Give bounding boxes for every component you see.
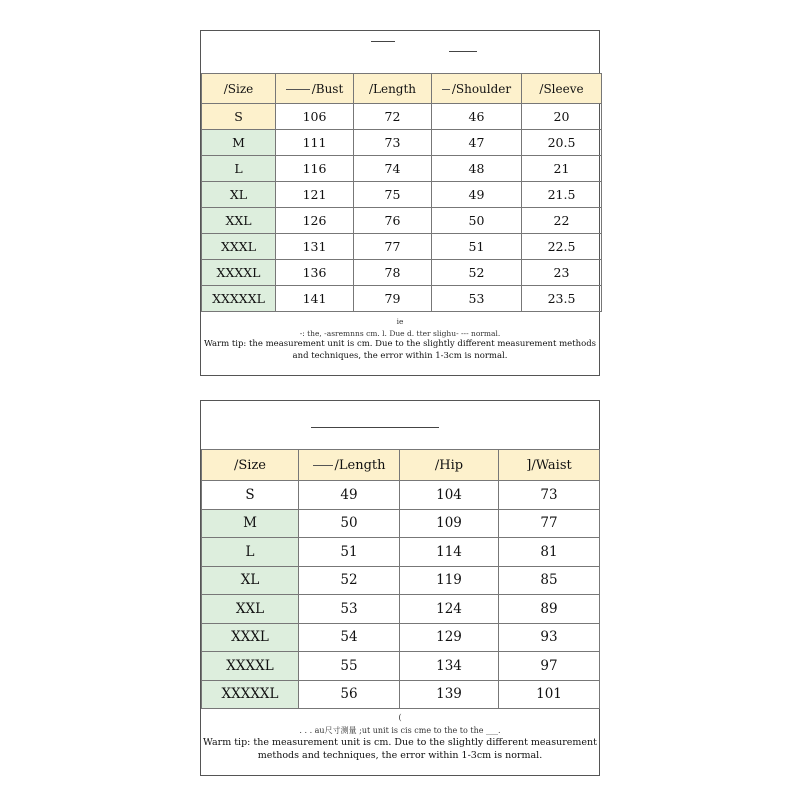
table-row: [202, 286, 602, 312]
bottom-chart-title-area: [201, 401, 599, 449]
table-header-row: [202, 74, 602, 104]
length-cell: 56: [299, 680, 400, 709]
size-cell: XXXL: [202, 623, 299, 652]
garbled-note-line: ie: [396, 317, 404, 326]
waist-cell: 81: [499, 538, 600, 567]
shoulder-cell: 53: [432, 286, 522, 312]
garbled-note-line: (: [398, 713, 402, 722]
sleeve-cell: 22.5: [522, 234, 602, 260]
hip-cell: 114: [400, 538, 499, 567]
length-cell: 73: [354, 130, 432, 156]
size-cell: XXL: [202, 208, 276, 234]
garbled-mark: [286, 89, 310, 90]
table-row: [202, 481, 600, 510]
sleeve-cell: 21.5: [522, 182, 602, 208]
sleeve-cell: 20: [522, 104, 602, 130]
header-sleeve: /Sleeve: [522, 74, 602, 104]
table-row: [202, 104, 602, 130]
header-bust: /Bust: [276, 74, 354, 104]
table-row: [202, 208, 602, 234]
sleeve-cell: 21: [522, 156, 602, 182]
length-cell: 49: [299, 481, 400, 510]
size-cell: L: [202, 156, 276, 182]
table-row: [202, 623, 600, 652]
hip-cell: 104: [400, 481, 499, 510]
bust-cell: 116: [276, 156, 354, 182]
table-row: [202, 156, 602, 182]
header-length: /Length: [299, 450, 400, 481]
waist-cell: 101: [499, 680, 600, 709]
shoulder-cell: 50: [432, 208, 522, 234]
size-cell: S: [202, 104, 276, 130]
table-row: [202, 566, 600, 595]
size-cell: S: [202, 481, 299, 510]
waist-cell: 73: [499, 481, 600, 510]
waist-cell: 93: [499, 623, 600, 652]
garbled-note-line: -: the, -asremnns cm. l. Due d. tter slighu- --- normal.: [299, 328, 501, 338]
title-dash: [371, 41, 395, 42]
waist-cell: 97: [499, 652, 600, 681]
bust-cell: 106: [276, 104, 354, 130]
top-size-chart: [200, 30, 600, 376]
note-line: Warm tip: the measurement unit is cm. Due to the slightly different measurement methods: [203, 339, 597, 349]
header-shoulder: /Shoulder: [432, 74, 522, 104]
sleeve-cell: 23: [522, 260, 602, 286]
bottom-size-chart: [200, 400, 600, 776]
size-cell: XXXXL: [202, 260, 276, 286]
size-cell: XXL: [202, 595, 299, 624]
bust-cell: 141: [276, 286, 354, 312]
bust-cell: 111: [276, 130, 354, 156]
shoulder-cell: 47: [432, 130, 522, 156]
size-cell: XL: [202, 182, 276, 208]
table-row: [202, 234, 602, 260]
table-row: [202, 130, 602, 156]
hip-cell: 109: [400, 509, 499, 538]
table-header-row: [202, 450, 600, 481]
note-line: Warm tip: the measurement unit is cm. Due to the slightly different measurement: [203, 737, 597, 748]
garbled-mark: [442, 89, 450, 90]
table-row: [202, 260, 602, 286]
title-dash: [311, 427, 439, 428]
table-row: [202, 680, 600, 709]
waist-cell: 77: [499, 509, 600, 538]
measurement-note: [201, 709, 599, 762]
header-length: /Length: [354, 74, 432, 104]
sleeve-cell: 20.5: [522, 130, 602, 156]
title-dash: [449, 51, 477, 52]
shoulder-cell: 51: [432, 234, 522, 260]
size-cell: L: [202, 538, 299, 567]
garbled-note-line: . . . au尺寸测量 ;ut unit is cis cme to the to the ___.: [299, 725, 501, 735]
table-row: [202, 509, 600, 538]
shoulder-cell: 46: [432, 104, 522, 130]
length-cell: 52: [299, 566, 400, 595]
hip-cell: 139: [400, 680, 499, 709]
note-line: methods and techniques, the error within 1-3cm is normal.: [257, 749, 543, 761]
length-cell: 74: [354, 156, 432, 182]
waist-cell: 89: [499, 595, 600, 624]
size-cell: XL: [202, 566, 299, 595]
length-cell: 53: [299, 595, 400, 624]
top-chart-title-area: [201, 31, 599, 73]
size-cell: XXXL: [202, 234, 276, 260]
length-cell: 51: [299, 538, 400, 567]
bottom-size-table: [201, 449, 600, 709]
bust-cell: 121: [276, 182, 354, 208]
length-cell: 54: [299, 623, 400, 652]
size-cell: XXXXXL: [202, 680, 299, 709]
length-cell: 79: [354, 286, 432, 312]
hip-cell: 134: [400, 652, 499, 681]
measurement-note: [201, 312, 599, 362]
sleeve-cell: 23.5: [522, 286, 602, 312]
garbled-mark: [313, 465, 333, 466]
top-size-table: [201, 73, 602, 312]
shoulder-cell: 49: [432, 182, 522, 208]
table-row: [202, 538, 600, 567]
bust-cell: 136: [276, 260, 354, 286]
size-cell: M: [202, 130, 276, 156]
bust-cell: 131: [276, 234, 354, 260]
hip-cell: 129: [400, 623, 499, 652]
table-row: [202, 595, 600, 624]
length-cell: 76: [354, 208, 432, 234]
hip-cell: 124: [400, 595, 499, 624]
header-hip: /Hip: [400, 450, 499, 481]
sleeve-cell: 22: [522, 208, 602, 234]
length-cell: 72: [354, 104, 432, 130]
table-row: [202, 652, 600, 681]
note-line: and techniques, the error within 1-3cm is normal.: [292, 350, 508, 361]
waist-cell: 85: [499, 566, 600, 595]
length-cell: 75: [354, 182, 432, 208]
size-cell: XXXXXL: [202, 286, 276, 312]
length-cell: 50: [299, 509, 400, 538]
size-cell: M: [202, 509, 299, 538]
length-cell: 78: [354, 260, 432, 286]
header-waist: ]/Waist: [499, 450, 600, 481]
header-size: /Size: [202, 450, 299, 481]
header-size: /Size: [202, 74, 276, 104]
length-cell: 55: [299, 652, 400, 681]
table-row: [202, 182, 602, 208]
shoulder-cell: 52: [432, 260, 522, 286]
size-cell: XXXXL: [202, 652, 299, 681]
length-cell: 77: [354, 234, 432, 260]
hip-cell: 119: [400, 566, 499, 595]
shoulder-cell: 48: [432, 156, 522, 182]
bust-cell: 126: [276, 208, 354, 234]
